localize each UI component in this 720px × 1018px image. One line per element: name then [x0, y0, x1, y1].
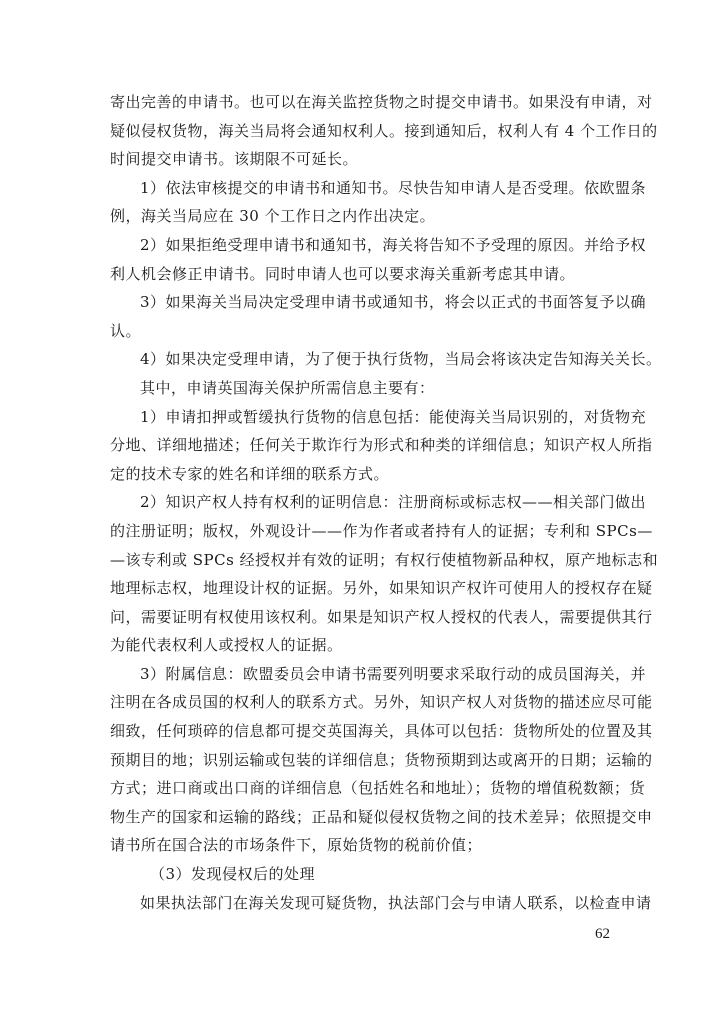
text-line: 预期目的地；识别运输或包装的详细信息；货物预期到达或离开的日期；运输的 — [110, 750, 653, 769]
text-line: 1）申请扣押或暂缓执行货物的信息包括：能使海关当局识别的，对货物充 — [140, 407, 647, 426]
text-line: 4）如果决定受理申请，为了便于执行货物，当局会将该决定告知海关关长。 — [140, 350, 662, 369]
text-line: 3）附属信息：欧盟委员会申请书需要列明要求采取行动的成员国海关，并 — [140, 664, 647, 683]
text-line: 为能代表权利人或授权人的证据。 — [110, 636, 343, 655]
text-line: 时间提交申请书。该期限不可延长。 — [110, 150, 359, 169]
text-line: 地理标志权，地理设计权的证据。另外，如果知识产权许可使用人的授权存在疑 — [110, 579, 653, 598]
text-line: 定的技术专家的姓名和详细的联系方式。 — [110, 464, 390, 483]
text-line: 细致，任何琐碎的信息都可提交英国海关，具体可以包括：货物所处的位置及其 — [110, 722, 653, 741]
text-line: 请书所在国合法的市场条件下，原始货物的税前价值； — [110, 836, 483, 855]
text-line: 如果执法部门在海关发现可疑货物，执法部门会与申请人联系，以检查申请 — [140, 893, 652, 912]
text-line: 例，海关当局应在 30 个工作日之内作出决定。 — [110, 207, 436, 226]
page-number: 62 — [595, 926, 610, 942]
section-heading: （3）发现侵权后的处理 — [150, 865, 316, 884]
text-line: 1）依法审核提交的申请书和通知书。尽快告知申请人是否受理。依欧盟条 — [140, 178, 647, 197]
text-line: 3）如果海关当局决定受理申请书或通知书，将会以正式的书面答复予以确 — [140, 293, 647, 312]
text-line: 注明在各成员国的权利人的联系方式。另外，知识产权人对货物的描述应尽可能 — [110, 693, 653, 712]
text-line: 分地、详细地描述；任何关于欺诈行为形式和种类的详细信息；知识产权人所指 — [110, 436, 653, 455]
text-line: 2）如果拒绝受理申请书和通知书，海关将告知不予受理的原因。并给予权 — [140, 235, 647, 254]
text-line: 方式；进口商或出口商的详细信息（包括姓名和地址）；货物的增值税数额；货 — [110, 779, 646, 798]
text-line: 利人机会修正申请书。同时申请人也可以要求海关重新考虑其申请。 — [110, 264, 576, 283]
text-line: —该专利或 SPCs 经授权并有效的证明；有权行使植物新品种权，原产地标志和 — [110, 550, 659, 569]
text-line: 认。 — [110, 321, 142, 340]
text-line: 的注册证明；版权，外观设计——作为作者或者持有人的证据；专利和 SPCs— — [110, 521, 653, 540]
text-line: 其中，申请英国海关保护所需信息主要有： — [140, 378, 435, 397]
text-line: 2）知识产权人持有权利的证明信息：注册商标或标志权——相关部门做出 — [140, 493, 647, 512]
text-line: 物生产的国家和运输的路线；正品和疑似侵权货物之间的技术差异；依照提交申 — [110, 807, 653, 826]
text-line: 疑似侵权货物，海关当局将会通知权利人。接到通知后，权利人有 4 个工作日的 — [110, 121, 658, 140]
text-line: 寄出完善的申请书。也可以在海关监控货物之时提交申请书。如果没有申请，对 — [110, 93, 653, 111]
text-line: 问，需要证明有权使用该权利。如果是知识产权人授权的代表人，需要提供其行 — [110, 607, 653, 626]
document-body — [110, 88, 662, 917]
